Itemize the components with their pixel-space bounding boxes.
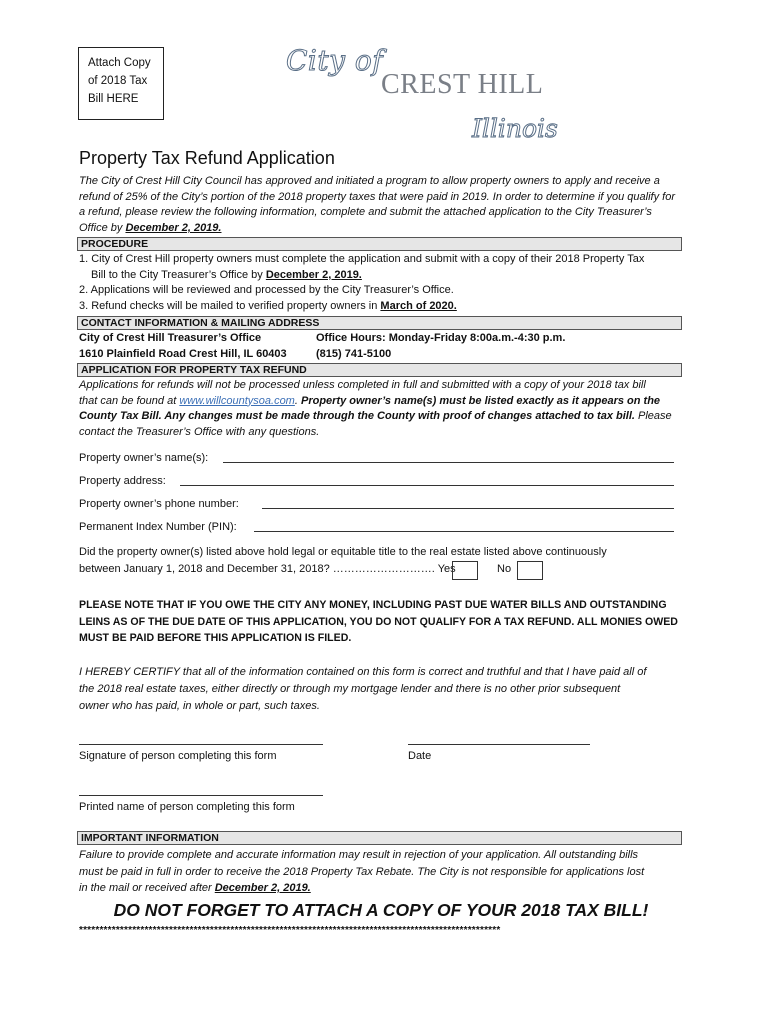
- signature-label: Signature of person completing this form: [79, 750, 277, 762]
- certify-line-3: owner who has paid, in whole or part, such taxes.: [79, 700, 320, 712]
- yes-checkbox[interactable]: [452, 561, 478, 580]
- intro-paragraph: [79, 174, 683, 236]
- logo-illinois: Illinois: [472, 114, 558, 143]
- title-question-line-1: Did the property owner(s) listed above hold legal or equitable title to the real estate listed above continuously: [79, 546, 607, 558]
- owner-phone-field[interactable]: [262, 508, 674, 509]
- procedure-item-1b: [79, 268, 683, 284]
- title-question-line-2: between January 1, 2018 and December 31, 2018? ………………………. Yes: [79, 563, 456, 575]
- app-line-2-sep: .: [294, 394, 301, 407]
- procedure-item-1-date: December 2, 2019.: [265, 268, 362, 281]
- procedure-item-3-date: March of 2020.: [380, 299, 457, 312]
- certify-line-2: the 2018 real estate taxes, either directly or through my mortgage lender and there is no other prior subsequent: [79, 683, 621, 695]
- attach-line-2: of 2018 Tax: [88, 75, 148, 87]
- procedure-item-1b-text: Bill to the City Treasurer’s Office by: [91, 268, 266, 281]
- contact-phone: (815) 741-5100: [316, 348, 392, 360]
- important-line-1: Failure to provide complete and accurate information may result in rejection of your application. All outstanding bills: [79, 849, 639, 861]
- notice-line-3: MUST BE PAID BEFORE THIS APPLICATION IS FILED.: [79, 632, 352, 644]
- contact-address: 1610 Plainfield Road Crest Hill, IL 60403: [79, 348, 287, 360]
- important-deadline: December 2, 2019.: [214, 882, 311, 894]
- application-header: APPLICATION FOR PROPERTY TAX REFUND: [77, 363, 682, 377]
- procedure-list: [79, 252, 683, 314]
- notice-line-1: PLEASE NOTE THAT IF YOU OWE THE CITY ANY MONEY, INCLUDING PAST DUE WATER BILLS AND OUTSTANDING: [79, 599, 667, 611]
- logo-crest-hill: CREST HILL: [381, 69, 544, 100]
- important-text: [79, 847, 683, 897]
- pin-field[interactable]: [254, 531, 674, 532]
- notice-line-2: LEINS AS OF THE DUE DATE OF THIS APPLICATION, YOU DO NOT QUALIFY FOR A TAX REFUND. ALL MONIES OWED: [79, 615, 678, 628]
- procedure-header: PROCEDURE: [77, 237, 682, 251]
- important-line-3-text: in the mail or received after: [79, 882, 215, 894]
- no-label: No: [497, 563, 512, 575]
- attach-line-1: Attach Copy: [88, 57, 151, 69]
- property-address-label: Property address:: [79, 475, 166, 487]
- certify-line-1: I HEREBY CERTIFY that all of the information contained on this form is correct and truthful and that I have paid all of: [79, 666, 647, 678]
- procedure-item-3: [79, 299, 683, 315]
- owner-name-label: Property owner’s name(s):: [79, 452, 209, 464]
- page-title: Property Tax Refund Application: [79, 148, 335, 168]
- app-line-3-bold: County Tax Bill. Any changes must be made through the County with proof of changes attached to tax bill.: [79, 410, 635, 423]
- important-header: IMPORTANT INFORMATION: [77, 831, 682, 845]
- debt-notice: [79, 597, 689, 647]
- date-label: Date: [408, 750, 432, 762]
- logo-city-of: City of: [286, 44, 384, 77]
- intro-deadline: December 2, 2019.: [125, 221, 222, 234]
- signature-field[interactable]: [79, 744, 323, 745]
- application-instructions: [79, 378, 683, 440]
- certification-statement: [79, 664, 683, 715]
- contact-hours: Office Hours: Monday-Friday 8:00a.m.-4:30 p.m.: [316, 332, 566, 344]
- app-line-2-text: that can be found at: [79, 394, 180, 407]
- no-checkbox[interactable]: [517, 561, 543, 580]
- property-address-field[interactable]: [180, 485, 674, 486]
- procedure-item-1a: 1. City of Crest Hill property owners must complete the application and submit with a copy of their 2018 Property Tax: [79, 253, 645, 265]
- owner-name-field[interactable]: [223, 462, 674, 463]
- contact-office: City of Crest Hill Treasurer’s Office: [79, 332, 262, 344]
- app-line-2-bold: Property owner’s name(s) must be listed exactly as it appears on the: [300, 394, 661, 407]
- printed-name-label: Printed name of person completing this form: [79, 801, 295, 813]
- printed-name-field[interactable]: [79, 795, 323, 796]
- stars-divider: *******************************************************************************************************: [79, 925, 501, 936]
- willcounty-link[interactable]: www.willcountysoa.com: [179, 394, 295, 407]
- contact-header: CONTACT INFORMATION & MAILING ADDRESS: [77, 316, 682, 330]
- important-line-3: [79, 880, 683, 897]
- important-line-2: must be paid in full in order to receive the 2018 Property Tax Rebate. The City is not responsible for applications lost: [79, 865, 645, 878]
- owner-phone-label: Property owner’s phone number:: [79, 498, 239, 510]
- app-line-4: contact the Treasurer’s Office with any questions.: [79, 425, 320, 438]
- attach-line-3: Bill HERE: [88, 93, 139, 105]
- pin-label: Permanent Index Number (PIN):: [79, 521, 237, 533]
- date-field[interactable]: [408, 744, 590, 745]
- app-line-2: [79, 394, 683, 410]
- attach-tax-bill-box: [78, 47, 164, 120]
- intro-text: The City of Crest Hill City Council has approved and initiated a program to allow property owners to apply and receive a refund of 25% of the City’s portion of the 2018 property taxes that were paid in 2019. In order to determine if you qualify for a refund, please review the following information, complete and submit the attached application to the City Treasurer’s Office by: [79, 175, 675, 234]
- app-line-3-text: Please: [634, 410, 672, 423]
- attach-reminder: DO NOT FORGET TO ATTACH A COPY OF YOUR 2018 TAX BILL!: [113, 900, 649, 920]
- procedure-item-2: 2. Applications will be reviewed and processed by the City Treasurer’s Office.: [79, 284, 454, 297]
- app-line-3: [79, 409, 683, 425]
- procedure-item-3-text: 3. Refund checks will be mailed to verified property owners in: [79, 299, 381, 312]
- app-line-1: Applications for refunds will not be processed unless completed in full and submitted with a copy of your 2018 tax bill: [79, 379, 646, 391]
